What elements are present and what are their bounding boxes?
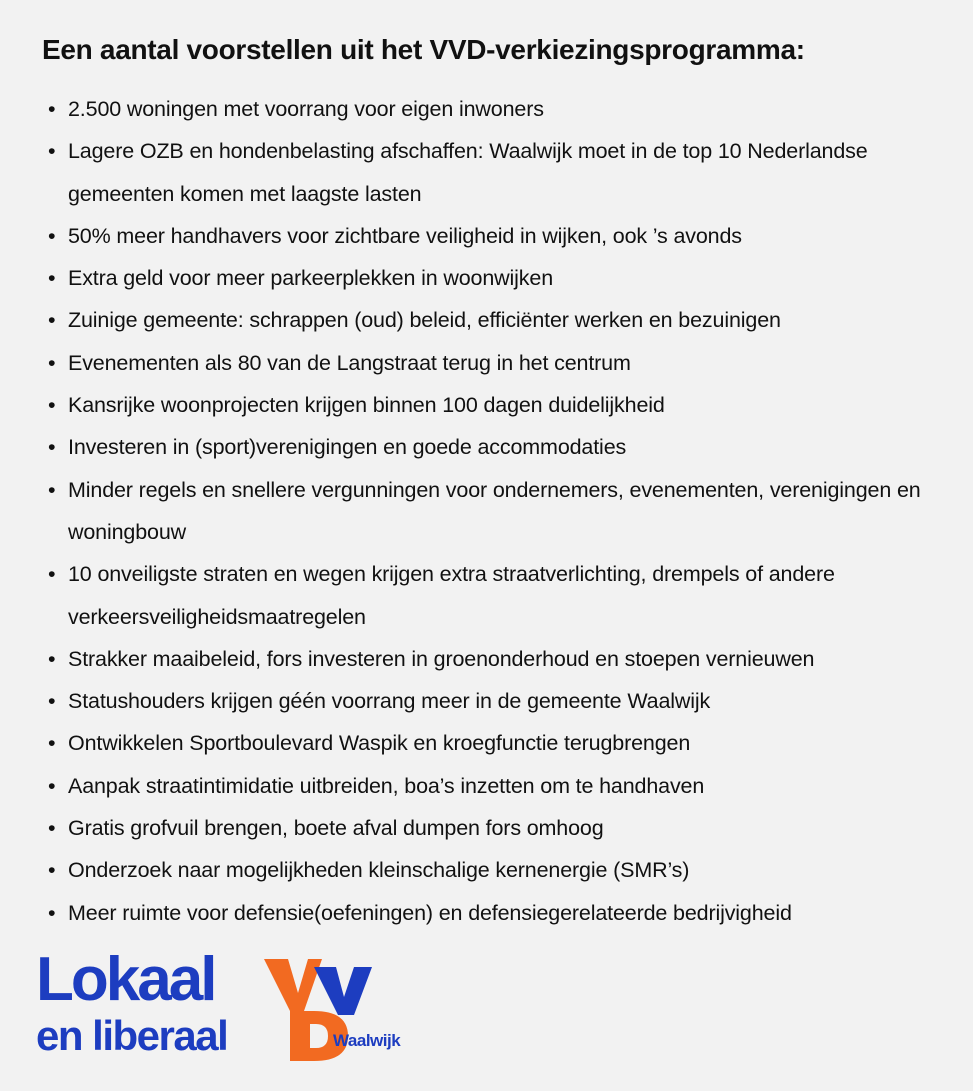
- bullet-icon: •: [48, 477, 56, 502]
- list-item-text: Aanpak straatintimidatie uitbreiden, boa’s inzetten om te handhaven: [68, 773, 705, 798]
- logo-town: Waalwijk: [333, 1031, 401, 1050]
- bullet-icon: •: [48, 646, 56, 671]
- list-item: [40, 680, 960, 722]
- list-item: [40, 299, 960, 341]
- list-item: [40, 130, 960, 215]
- list-item-text: Strakker maaibeleid, fors investeren in groenonderhoud en stoepen vernieuwen: [68, 646, 815, 671]
- party-logo: [36, 945, 436, 1065]
- list-item: [40, 257, 960, 299]
- list-item: [40, 469, 960, 554]
- bullet-icon: •: [48, 858, 56, 883]
- list-item: [40, 849, 960, 891]
- bullet-icon: •: [48, 393, 56, 418]
- bullet-icon: •: [48, 350, 56, 375]
- bullet-icon: •: [48, 562, 56, 587]
- list-item-text: Evenementen als 80 van de Langstraat terug in het centrum: [68, 350, 631, 375]
- list-item: [40, 215, 960, 257]
- list-item-text: Investeren in (sport)verenigingen en goede accommodaties: [68, 435, 627, 460]
- bullet-icon: •: [48, 266, 56, 291]
- bullet-icon: •: [48, 223, 56, 248]
- bullet-icon: •: [48, 139, 56, 164]
- list-item: [40, 765, 960, 807]
- bullet-icon: •: [48, 308, 56, 333]
- list-item-text: Kansrijke woonprojecten krijgen binnen 100 dagen duidelijkheid: [68, 393, 665, 418]
- bullet-icon: •: [48, 435, 56, 460]
- list-item-text: 50% meer handhavers voor zichtbare veiligheid in wijken, ook ’s avonds: [68, 223, 742, 248]
- bullet-icon: •: [48, 816, 56, 841]
- list-item-text: Minder regels en snellere vergunningen voor ondernemers, evenementen, verenigingen en woningbouw: [68, 477, 921, 544]
- list-item: [40, 807, 960, 849]
- list-item-text: Lagere OZB en hondenbelasting afschaffen: Waalwijk moet in de top 10 Nederlandse gemeenten komen met laagste lasten: [68, 139, 868, 206]
- page-title: Een aantal voorstellen uit het VVD-verkiezingsprogramma:: [42, 34, 805, 65]
- list-item-text: Zuinige gemeente: schrappen (oud) beleid, efficiënter werken en bezuinigen: [68, 308, 781, 333]
- list-item: [40, 88, 960, 130]
- proposal-list: [40, 88, 960, 934]
- list-item-text: Extra geld voor meer parkeerplekken in woonwijken: [68, 266, 554, 291]
- list-item-text: Meer ruimte voor defensie(oefeningen) en defensiegerelateerde bedrijvigheid: [68, 900, 792, 925]
- list-item: [40, 722, 960, 764]
- list-item: [40, 638, 960, 680]
- bullet-icon: •: [48, 689, 56, 714]
- list-item-text: Gratis grofvuil brengen, boete afval dumpen fors omhoog: [68, 816, 604, 841]
- list-item: [40, 342, 960, 384]
- list-item-text: Onderzoek naar mogelijkheden kleinschalige kernenergie (SMR’s): [68, 858, 690, 883]
- list-item-text: Statushouders krijgen géén voorrang meer in de gemeente Waalwijk: [68, 689, 711, 714]
- list-item: [40, 553, 960, 638]
- bullet-icon: •: [48, 900, 56, 925]
- list-item-text: 10 onveiligste straten en wegen krijgen extra straatverlichting, drempels of andere verkeersveiligheidsmaatregelen: [68, 562, 835, 629]
- list-item: [40, 426, 960, 468]
- list-item: [40, 892, 960, 934]
- list-item: [40, 384, 960, 426]
- logo-line-2: en liberaal: [36, 1012, 228, 1059]
- list-item-text: Ontwikkelen Sportboulevard Waspik en kroegfunctie terugbrengen: [68, 731, 691, 756]
- bullet-icon: •: [48, 773, 56, 798]
- bullet-icon: •: [48, 731, 56, 756]
- logo-line-1: Lokaal: [36, 945, 215, 1014]
- list-item-text: 2.500 woningen met voorrang voor eigen inwoners: [68, 97, 544, 121]
- bullet-icon: •: [48, 97, 56, 121]
